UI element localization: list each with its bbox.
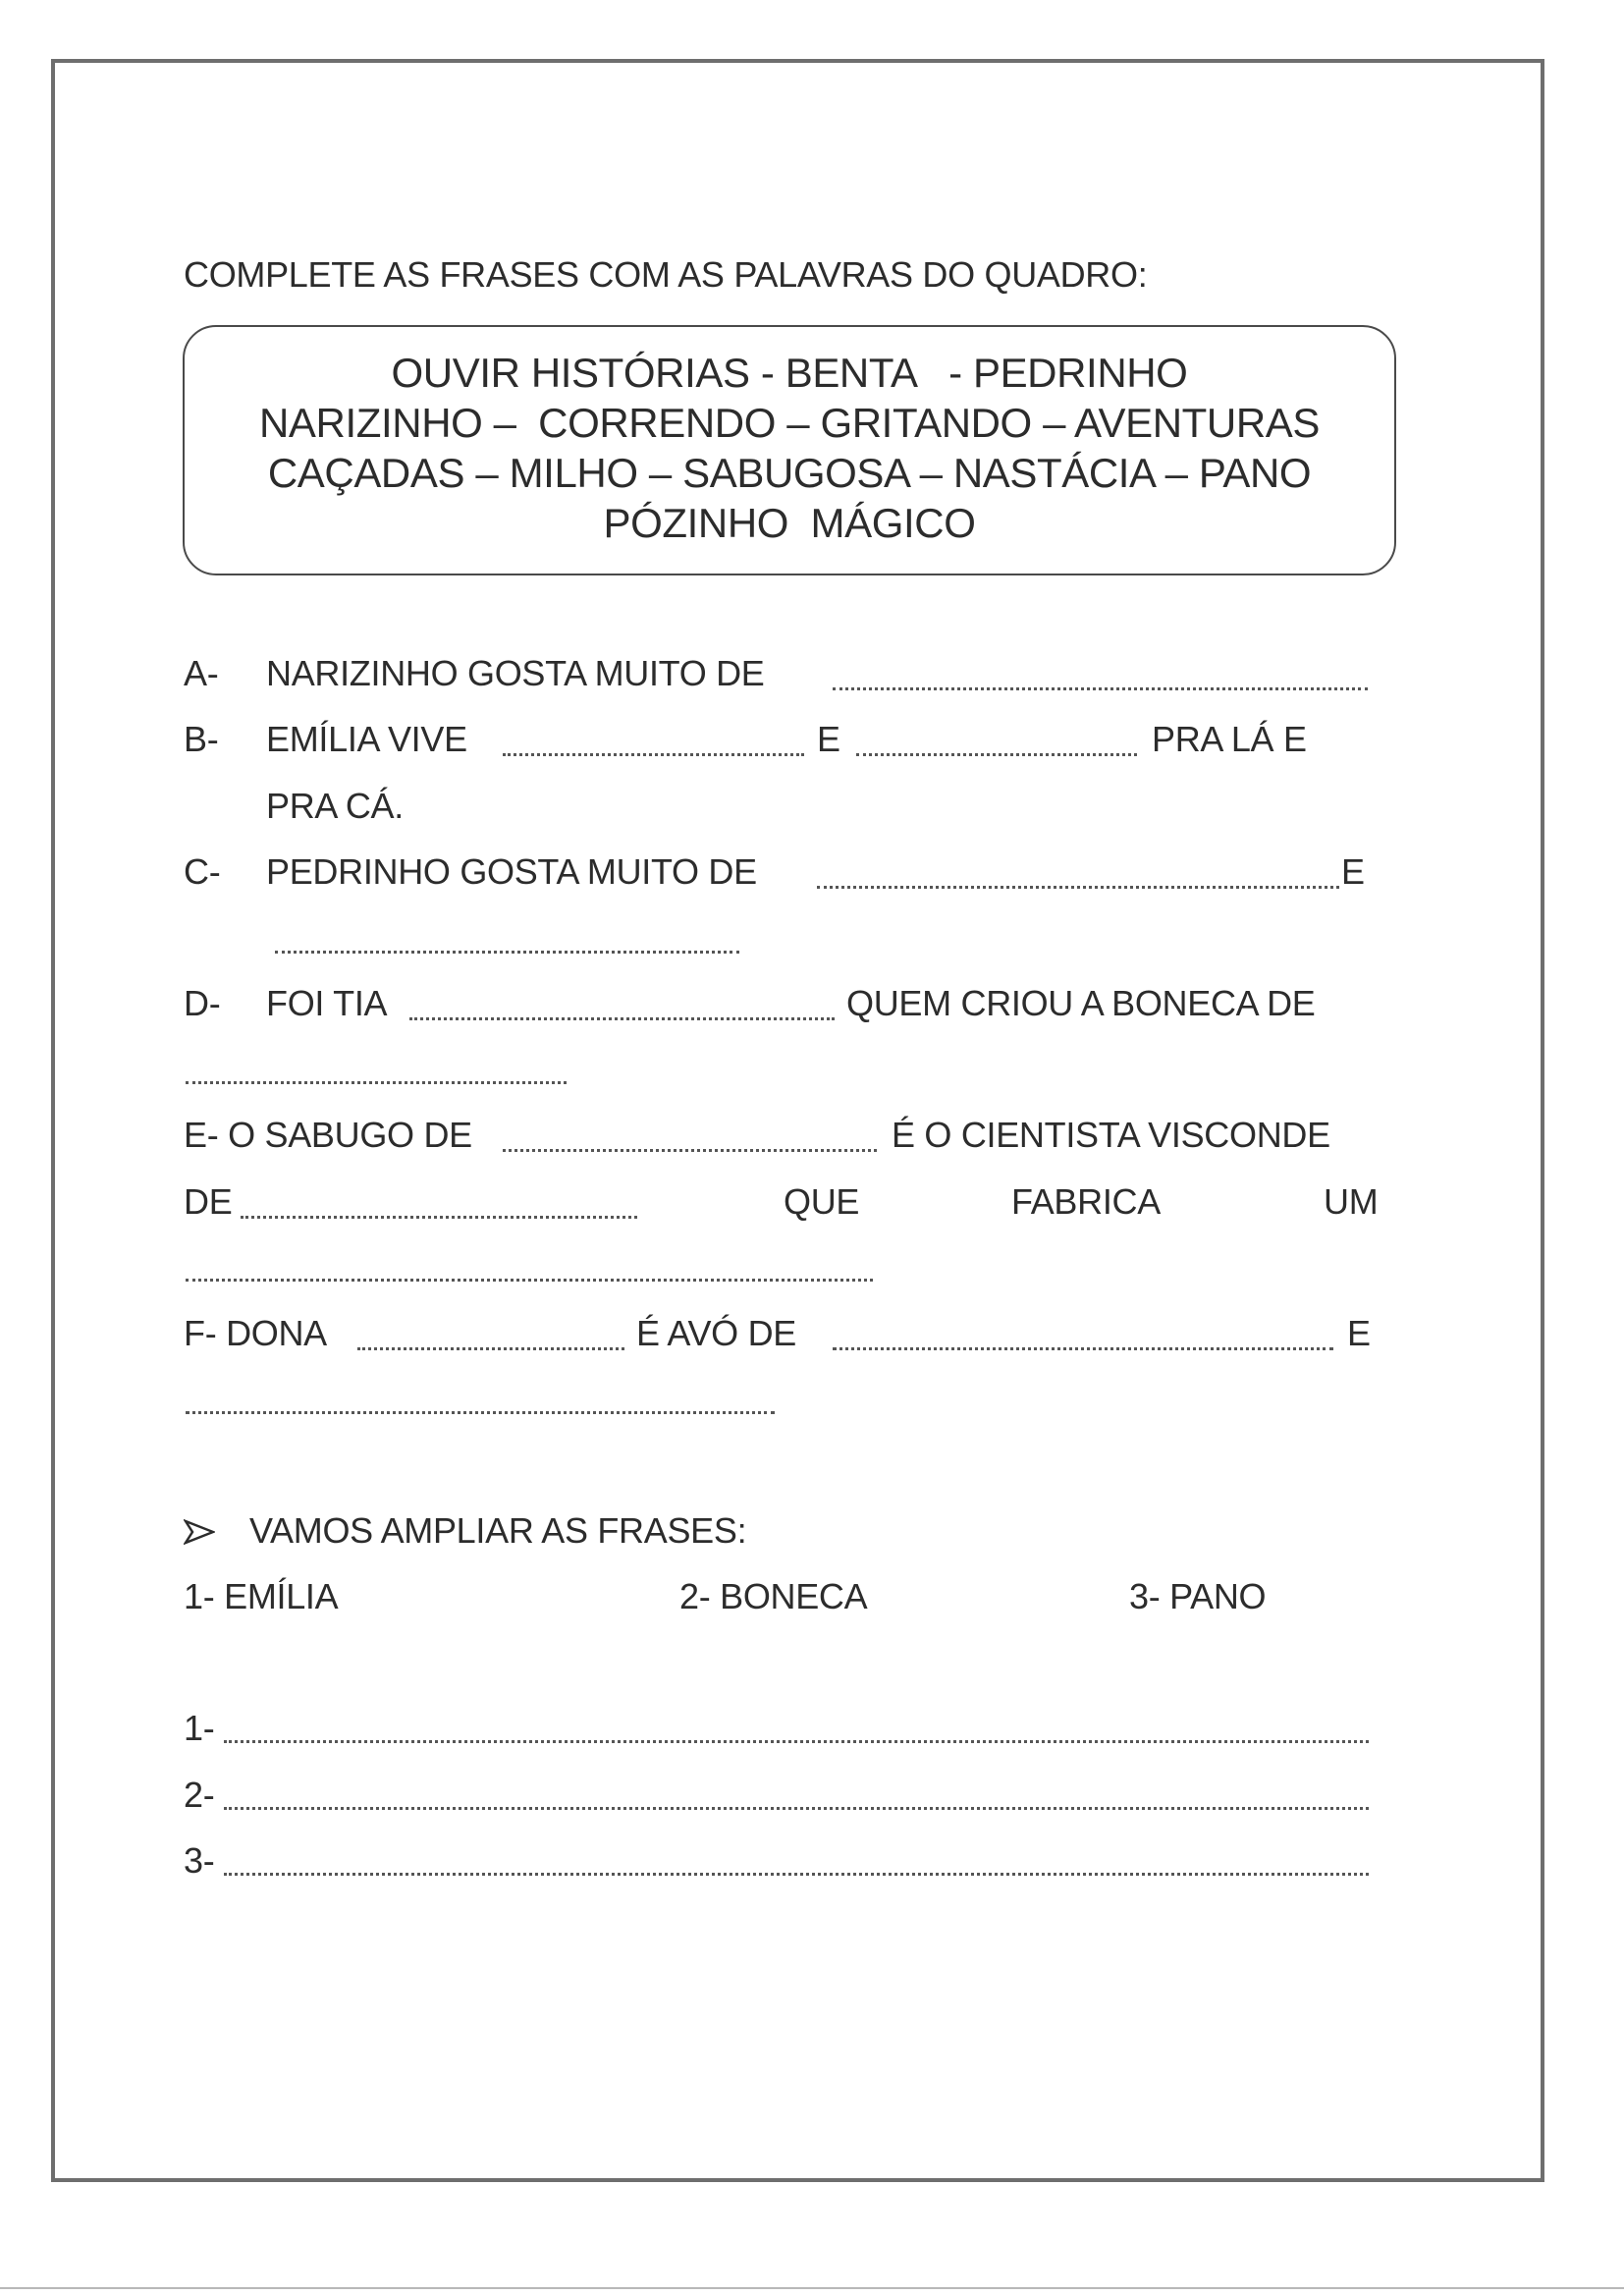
question-e-text-1: E- O SABUGO DE — [184, 1115, 472, 1155]
question-e-text-3: DE — [184, 1181, 233, 1222]
question-c-text-1: PEDRINHO GOSTA MUITO DE — [266, 851, 757, 892]
expand-word-2: 2- BONECA — [679, 1576, 868, 1616]
question-d-blank-1[interactable] — [409, 1017, 835, 1020]
question-a-blank[interactable] — [833, 687, 1368, 690]
answer-line-3[interactable] — [224, 1873, 1369, 1876]
instruction-heading: COMPLETE AS FRASES COM AS PALAVRAS DO QUADRO: — [184, 254, 1148, 295]
question-b-text-3: PRA LÁ E — [1152, 719, 1307, 759]
question-d-letter: D- — [184, 983, 221, 1023]
question-f-text-1: F- DONA — [184, 1313, 327, 1353]
question-a-letter: A- — [184, 653, 219, 693]
question-e-blank-3[interactable] — [186, 1279, 873, 1282]
question-b-text-4: PRA CÁ. — [266, 786, 404, 826]
question-e-text-6: UM — [1324, 1181, 1379, 1222]
question-c-text-2: E — [1341, 851, 1365, 892]
question-a-text: NARIZINHO GOSTA MUITO DE — [266, 653, 765, 693]
question-b-letter: B- — [184, 719, 219, 759]
answer-label-2: 2- — [184, 1775, 215, 1815]
question-d-text-2: QUEM CRIOU A BONECA DE — [846, 983, 1316, 1023]
question-c-letter: C- — [184, 851, 221, 892]
expand-section-title: VAMOS AMPLIAR AS FRASES: — [249, 1510, 747, 1551]
arrowhead-bullet-icon — [184, 1519, 215, 1545]
expand-word-1: 1- EMÍLIA — [184, 1576, 339, 1616]
question-e-text-5: FABRICA — [1011, 1181, 1161, 1222]
question-f-blank-3[interactable] — [186, 1411, 775, 1414]
answer-label-1: 1- — [184, 1708, 215, 1748]
word-bank-line-4: PÓZINHO MÁGICO — [603, 500, 976, 546]
question-b-text-1: EMÍLIA VIVE — [266, 719, 467, 759]
question-e-blank-2[interactable] — [241, 1216, 637, 1219]
expand-word-3: 3- PANO — [1129, 1576, 1267, 1616]
answer-label-3: 3- — [184, 1840, 215, 1881]
question-b-text-2: E — [817, 719, 840, 759]
answer-line-1[interactable] — [224, 1740, 1369, 1743]
question-f-text-3: E — [1347, 1313, 1371, 1353]
word-bank-line-1: OUVIR HISTÓRIAS - BENTA - PEDRINHO — [391, 350, 1188, 396]
question-f-blank-2[interactable] — [833, 1347, 1333, 1350]
question-e-text-4: QUE — [784, 1181, 860, 1222]
word-bank-line-3: CAÇADAS – MILHO – SABUGOSA – NASTÁCIA – PANO — [267, 450, 1312, 496]
answer-line-2[interactable] — [224, 1807, 1369, 1810]
question-c-blank-1[interactable] — [817, 886, 1339, 889]
word-bank-box — [183, 325, 1396, 575]
scan-bottom-edge — [0, 2287, 1624, 2289]
question-b-blank-2[interactable] — [856, 753, 1137, 756]
question-f-blank-1[interactable] — [357, 1347, 624, 1350]
question-b-blank-1[interactable] — [503, 753, 804, 756]
question-e-blank-1[interactable] — [503, 1149, 877, 1152]
question-f-text-2: É AVÓ DE — [636, 1313, 796, 1353]
question-d-blank-2[interactable] — [186, 1081, 567, 1084]
question-e-text-2: É O CIENTISTA VISCONDE — [892, 1115, 1330, 1155]
question-c-blank-2[interactable] — [275, 951, 739, 954]
word-bank-line-2: NARIZINHO – CORRENDO – GRITANDO – AVENTURAS — [259, 400, 1320, 446]
question-d-text-1: FOI TIA — [266, 983, 388, 1023]
